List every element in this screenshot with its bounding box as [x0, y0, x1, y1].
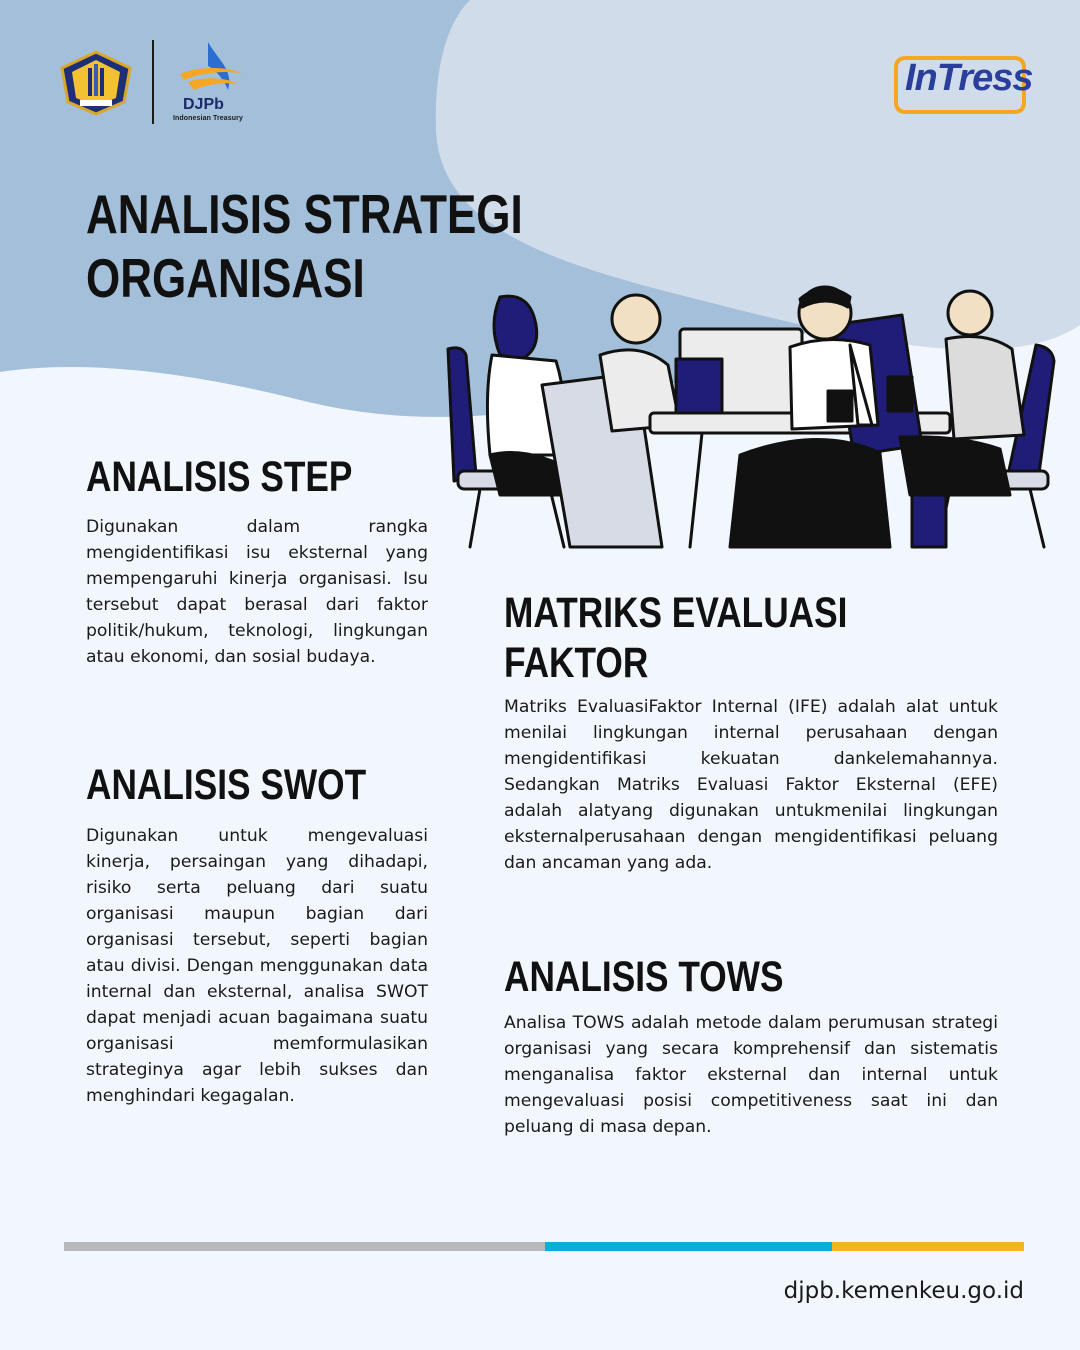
section-swot-heading: ANALISIS SWOT: [86, 761, 367, 809]
footer-bar-yellow: [832, 1242, 1024, 1251]
section-matriks-heading-line-1: MATRIKS EVALUASI: [504, 589, 848, 637]
section-step-body: Digunakan dalam rangka mengidentifikasi isu eksternal yang mempengaruhi kinerja organisasi. Isu tersebut dapat berasal dari faktor politik/hukum, teknologi, lingkungan atau ekonomi, dan sosial budaya.: [86, 517, 428, 667]
section-swot-body: Digunakan untuk mengevaluasi kinerja, persaingan yang dihadapi, risiko serta peluang dari suatu organisasi maupun bagian dari organisasi tersebut, seperti bagian atau divisi. Dengan menggunakan data internal dan eksternal, analisa SWOT dapat menjadi acuan bagaimana suatu organisasi memformulasikan strateginya agar lebih sukses dan menghindari kegagalan.: [86, 826, 428, 1106]
team-meeting-illustration-icon: [440, 285, 1070, 555]
djpb-logo-subtitle: Indonesian Treasury: [173, 115, 243, 122]
section-step-heading: ANALISIS STEP: [86, 453, 353, 501]
section-matriks-body: Matriks EvaluasiFaktor Internal (IFE) adalah alat untuk menilai lingkungan internal perusahaan dengan mengidentifikasi kekuatan dankelemahannya. Sedangkan Matriks Evaluasi Faktor Eksternal (EFE) adalah alatyang digunakan untukmenilai lingkungan eksternalperusahaan dengan mengidentifikasi peluang dan ancaman yang ada.: [504, 697, 998, 873]
section-tows-body: Analisa TOWS adalah metode dalam perumusan strategi organisasi yang secara komprehensif dan sistematis menganalisa faktor eksternal dan internal untuk mengevaluasi posisi competitiveness saat ini dan peluang di masa depan.: [504, 1013, 998, 1137]
section-matriks-heading: [504, 588, 996, 688]
intress-logo-text: InTress: [905, 57, 1033, 99]
footer-bar-cyan: [545, 1242, 832, 1251]
page-title-line-2: ORGANISASI: [86, 247, 365, 309]
footer-website-link[interactable]: djpb.kemenkeu.go.id: [783, 1278, 1024, 1304]
page-title-line-1: ANALISIS STRATEGI: [86, 183, 523, 245]
section-matriks-heading-line-2: FAKTOR: [504, 639, 649, 687]
kemenkeu-emblem-icon: [58, 50, 134, 116]
djpb-logo-name: DJPb: [183, 96, 224, 113]
section-tows-heading: ANALISIS TOWS: [504, 953, 784, 1001]
footer-bar-gray: [64, 1242, 545, 1251]
logo-divider: [152, 40, 154, 124]
